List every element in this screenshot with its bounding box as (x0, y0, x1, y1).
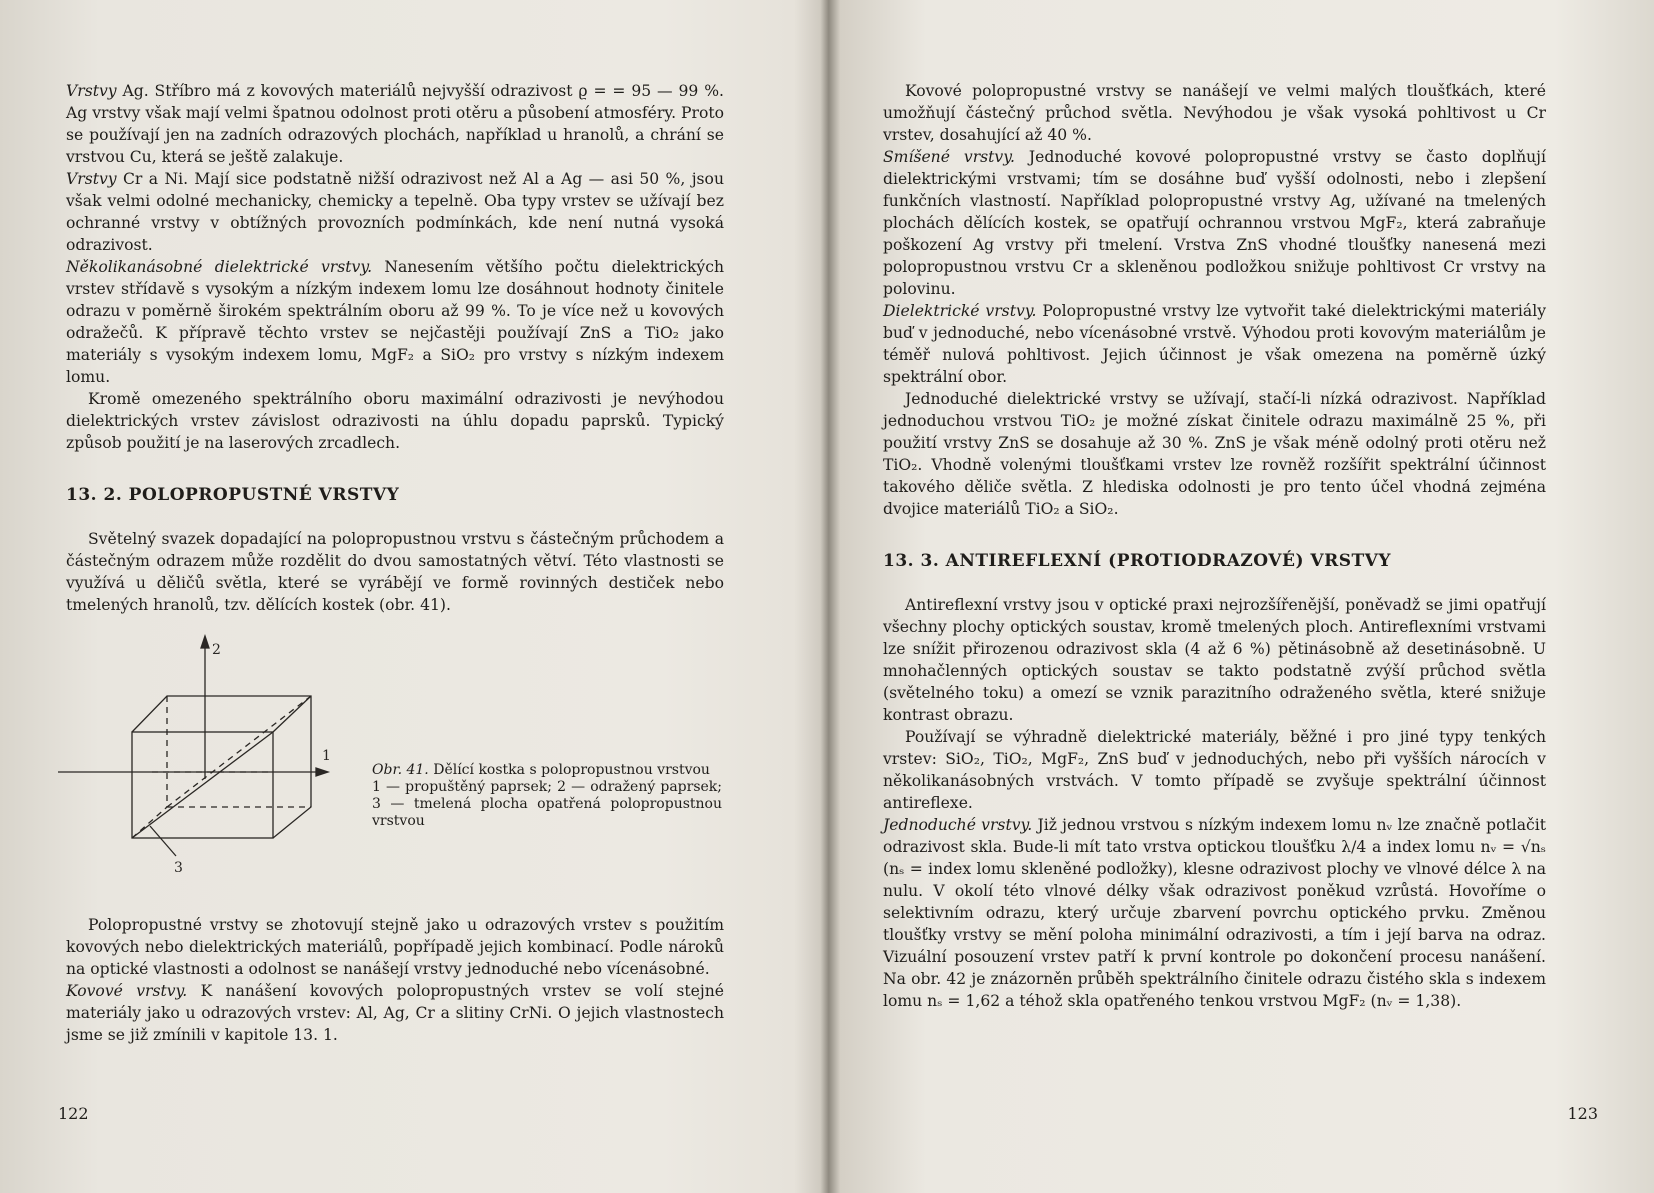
right-page (828, 0, 1654, 1193)
left-page (0, 0, 826, 1193)
term-kovove-vrstvy: Kovové vrstvy. (66, 982, 188, 1000)
arrow-up-icon (201, 636, 209, 648)
label-3-leader (150, 826, 176, 856)
paragraph-text: Již jednou vrstvou s nízkým indexem lomu nᵥ lze značně potlačit odrazivost skla. Bude-li mít tato vrstva optickou tloušťku λ/4 a index lomu nᵥ = √nₛ (nₛ = index lomu skleněné podložky), klesne odrazivost plochy ve vlnové délce λ na nulu. V okolí této vlnové délky však odrazivost poněkud vzrůstá. Hovoříme o selektivním odrazu, který určuje zbarvení povrchu optického prvku. Změnou tloušťky vrstvy se mění poloha minimální odrazivosti, a tím i její barva na odraz. Vizuální posouzení vrstev patří k první kontrole po dokončení procesu nanášení. Na obr. 42 je znázorněn průběh spektrálního činitele odrazu čistého skla s indexem lomu nₛ = 1,62 a téhož skla opatřeného tenkou vrstvou MgF₂ (nᵥ = 1,38). (883, 816, 1547, 1010)
paragraph-text: Cr a Ni. Mají sice podstatně nižší odrazivost než Al a Ag — asi 50 %, jsou však velmi odolné mechanicky, chemicky a tepelně. Oba typy vrstev se užívají bez ochranné vrstvy v obtížných provozních podmínkách, kde není nutná vysoká odrazivost. (66, 170, 724, 254)
caption-text: Dělící kostka s polopropustnou vrstvou (428, 762, 710, 778)
arrow-right-icon (316, 768, 328, 776)
paragraph-light-beam: Světelný svazek dopadající na polopropustnou vrstvu s částečným průchodem a částečným odrazem může rozdělit do dvou samostatných větví. Této vlastnosti se využívá u děličů světla, které se vyrábějí ve formě rovinných destiček nebo tmelených hranolů, tzv. dělících kostek (obr. 41). (66, 530, 724, 614)
page-number-right: 123 (1567, 1104, 1598, 1123)
paragraph-text: Ag. Stříbro má z kovových materiálů nejvyšší odrazivost ϱ = = 95 — 99 %. Ag vrstvy však mají velmi špatnou odolnost proti otěru a působení atmosféry. Proto se používají jen na zadních odrazových plochách, například u hranolů, a chrání se vrstvou Cu, která se ještě zalakuje. (66, 82, 724, 166)
term-jednoduche-vrstvy: Jednoduché vrstvy. (883, 816, 1033, 834)
cemented-surface-back (167, 696, 311, 807)
paragraph-text: Nanesením většího počtu dielektrických vrstev střídavě s vysokým a nízkým indexem lomu lze dosáhnout hodnoty činitele odrazu v poměrně širokém spektrálním oboru až 99 %. To je více než u kovových odražečů. K přípravě těchto vrstev se nejčastěji používají ZnS a TiO₂ jako materiály s vysokým indexem lomu, MgF₂ a SiO₂ pro vrstvy s nízkým indexem lomu. (66, 258, 724, 386)
paragraph-metal-layers (66, 980, 724, 1046)
beam-splitter-cube-diagram (52, 624, 382, 914)
right-text-column (883, 80, 1546, 1012)
term-dielektricke-vrstvy: Dielektrické vrstvy. (883, 302, 1037, 320)
paragraph-simple-dielectric: Jednoduché dielektrické vrstvy se užívají, stačí-li nízká odrazivost. Například jednoduchou vrstvou TiO₂ je možné získat činitele odrazu maximálně 25 %, při použití vrstvy ZnS se dosahuje až 30 %. ZnS je však méně odolný proti otěru než TiO₂. Vhodně volenými tloušťkami vrstev lze rovněž rozšířit spektrální účinnost takového děliče světla. Z hlediska odolnosti je pro tento účel vhodná zejména dvojice materiálů TiO₂ a SiO₂. (883, 390, 1546, 518)
paragraph-mixed-layers (883, 146, 1546, 300)
figure-caption (372, 762, 722, 830)
paragraph-text: K nanášení kovových polopropustných vrstev se volí stejné materiály jako u odrazových vrstev: Al, Ag, Cr a slitiny CrNi. O jejich vlastnostech jsme se již zmínili v kapitole 13. 1. (66, 982, 724, 1044)
figure-41 (66, 624, 724, 914)
term-vrstvy-cr-ni: Vrstvy (66, 170, 117, 188)
paragraph-simple-layers (883, 814, 1546, 1012)
paragraph-dielectric-layers (883, 300, 1546, 388)
paragraph-multilayer-dielectric (66, 256, 724, 388)
paragraph-dielectric-materials: Používají se výhradně dielektrické materiály, běžné i pro jiné typy tenkých vrstev: SiO₂, TiO₂, MgF₂, ZnS buď v jednoduchých, nebo při vyšších nárocích v několikanásobných vrstvách. V tomto případě se zvyšuje spektrální účinnost antireflexe. (883, 728, 1546, 812)
paragraph-metal-semitransparent: Kovové polopropustné vrstvy se nanášejí ve velmi malých tloušťkách, které umožňují částečný průchod světla. Nevýhodou je však vysoká pohltivost u Cr vrstev, dosahující až 40 %. (883, 82, 1546, 144)
paragraph-semitransparent-production: Polopropustné vrstvy se zhotovují stejně jako u odrazových vrstev s použitím kovových nebo dielektrických materiálů, popřípadě jejich kombinací. Podle nároků na optické vlastnosti a odolnost se nanášejí vrstvy jednoduché nebo vícenásobné. (66, 916, 724, 978)
caption-title: Obr. 41. (372, 762, 429, 778)
section-heading-13-2: 13. 2. POLOPROPUSTNÉ VRSTVY (66, 485, 400, 505)
figure-label-2: 2 (212, 642, 221, 658)
page-number-left: 122 (58, 1104, 89, 1123)
paragraph-cr-ni-layers (66, 168, 724, 256)
left-text-column (66, 80, 724, 1046)
figure-label-3: 3 (174, 860, 183, 876)
cemented-surface-front (132, 732, 273, 838)
paragraph-dielectric-drawbacks: Kromě omezeného spektrálního oboru maximální odrazivosti je nevýhodou dielektrických vrstev závislost odrazivosti na úhlu dopadu paprsků. Typický způsob použití je na laserových zrcadlech. (66, 390, 724, 452)
term-multilayer-dielectric: Několikanásobné dielektrické vrstvy. (66, 258, 373, 276)
section-heading-13-3: 13. 3. ANTIREFLEXNÍ (PROTIODRAZOVÉ) VRSTVY (883, 551, 1391, 571)
figure-label-1: 1 (322, 748, 331, 764)
paragraph-silver-layers (66, 80, 724, 168)
term-vrstvy-ag: Vrstvy (66, 82, 117, 100)
paragraph-antireflex-intro: Antireflexní vrstvy jsou v optické praxi nejrozšířenější, poněvadž se jimi opatřují všechny plochy optických soustav, kromě tmelených ploch. Antireflexními vrstvami lze snížit přirozenou odrazivost skla (4 až 6 %) pětinásobně až desetinásobně. U mnohačlenných optických soustav se takto podstatně zvýší průchod světla (světelného toku) a omezí se vznik parazitního odraženého světla, které snižuje kontrast obrazu. (883, 596, 1546, 724)
paragraph-text: Polopropustné vrstvy lze vytvořit také dielektrickými materiály buď v jednoduché, nebo vícenásobné vrstvě. Výhodou proti kovovým materiálům je téměř nulová pohltivost. Jejich účinnost je však omezena na poměrně úzký spektrální obor. (883, 302, 1546, 386)
paragraph-text: Jednoduché kovové polopropustné vrstvy se často doplňují dielektrickými vrstvami; tím se dosáhne buď vyšší odolnosti, nebo i zlepšení funkčních vlastností. Například polopropustné vrstvy Ag, užívané na tmelených plochách dělících kostek, se opatřují ochrannou vrstvou MgF₂, která zabraňuje poškození Ag vrstvy při tmelení. Vrstva ZnS vhodné tloušťky nanesená mezi polopropustnou vrstvu Cr a skleněnou podložkou snižuje pohltivost Cr vrstvy na polovinu. (883, 148, 1547, 298)
caption-legend: 1 — propuštěný paprsek; 2 — odražený paprsek; 3 — tmelená plocha opatřená polopropustnou vrstvou (372, 779, 722, 829)
term-smisene-vrstvy: Smíšené vrstvy. (883, 148, 1015, 166)
